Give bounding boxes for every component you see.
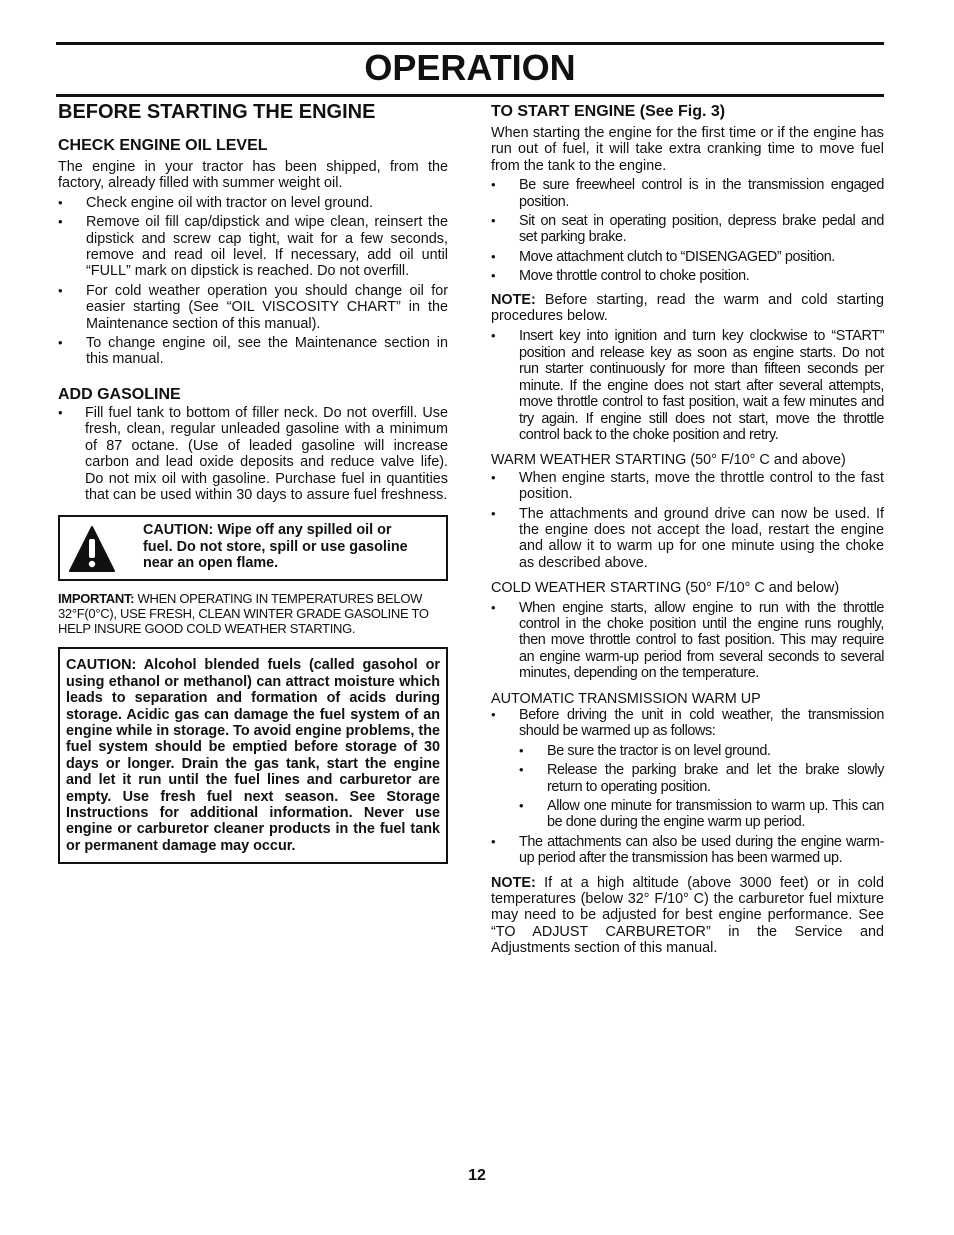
caution-text: CAUTION: Wipe off any spilled oil or fuel. Do not store, spill or use gasoline near an open flame. <box>143 522 408 572</box>
list-item <box>491 707 884 831</box>
warm-list <box>491 470 884 571</box>
note-before-starting <box>491 292 884 325</box>
warm-weather-heading: WARM WEATHER STARTING (50° F/10° C and above) <box>491 452 846 469</box>
oil-list <box>58 195 448 368</box>
title-rule <box>56 94 884 97</box>
important-label: IMPORTANT: <box>58 591 135 607</box>
oil-heading: CHECK ENGINE OIL LEVEL <box>58 137 268 154</box>
list-item: • The attachments and ground drive can now be used. If the engine does not accept the load, restart the engine and allow it to warm up for one minute using the choke as described above. <box>491 506 884 572</box>
list-item: • Be sure freewheel control is in the transmission engaged position. <box>491 177 884 210</box>
important-note <box>58 591 448 636</box>
caution-box-spill <box>58 515 448 581</box>
list-item: • Sit on seat in operating position, depress brake pedal and set parking brake. <box>491 213 884 246</box>
left-column <box>58 100 448 864</box>
list-item: • Insert key into ignition and turn key clockwise to “START” position and release key as soon as engine starts. Do not run starter continuously for more than fifteen seconds per minute. If the engine does not start after several attempts, move throttle control to fast position, wait a few minutes and try again. If engine still does not start, move the throttle control back to the choke position and retry. <box>491 328 884 443</box>
warning-icon <box>68 525 116 573</box>
list-item: • For cold weather operation you should change oil for easier starting (See “OIL VISCOSITY CHART” in the Maintenance section of this manual). <box>58 283 448 332</box>
right-column <box>491 100 884 957</box>
list-item: • Move attachment clutch to “DISENGAGED” position. <box>491 249 884 265</box>
list-item: • When engine starts, allow engine to run with the throttle control in the choke position until the engine runs roughly, then move throttle control to fast position. This may require an engine warm-up period from several seconds to several minutes, depending on the temperature. <box>491 600 884 682</box>
list-item: • Check engine oil with tractor on level ground. <box>58 195 448 211</box>
gas-heading: ADD GASOLINE <box>58 385 181 403</box>
section-heading: BEFORE STARTING THE ENGINE <box>58 101 376 123</box>
auto-list <box>491 707 884 867</box>
caution-text: CAUTION: Alcohol blended fuels (called gasohol or using ethanol or methanol) can attract moisture which leads to separation and formation of acids during storage. Acidic gas can damage the fuel system of an engine while in storage. To avoid engine problems, the fuel system should be emptied before storage of 30 days or longer. Drain the gas tank, start the engine and let it run until the fuel lines and carburetor are empty. Use fresh fuel next season. See Storage Instructions for additional information. Never use engine or carburetor cleaner products in the fuel tank or permanent damage may occur. <box>66 657 440 854</box>
note-text: Before starting, read the warm and cold starting procedures below. <box>491 291 884 325</box>
start-intro: When starting the engine for the first time or if the engine has run out of fuel, it will take extra cranking time to move fuel from the tank to the engine. <box>491 125 884 174</box>
cold-weather-heading: COLD WEATHER STARTING (50° F/10° C and below) <box>491 580 840 597</box>
list-item: • Move throttle control to choke position. <box>491 268 884 284</box>
list-item: • The attachments can also be used during the engine warm-up period after the transmission has been warmed up. <box>491 834 884 867</box>
important-text: WHEN OPERATING IN TEMPERATURES BELOW 32°F(0°C), USE FRESH, CLEAN WINTER GRADE GASOLINE TO HELP INSURE GOOD COLD WEATHER STARTING. <box>58 591 429 637</box>
cold-list <box>491 600 884 682</box>
list-item: • Remove oil fill cap/dipstick and wipe clean, reinsert the dipstick and screw cap tight, wait for a few seconds, remove and read oil level. If necessary, add oil until “FULL” mark on dipstick is reached. Do not overfill. <box>58 214 448 280</box>
list-item: • To change engine oil, see the Maintenance section in this manual. <box>58 335 448 368</box>
sub-list-item: • Allow one minute for transmission to warm up. This can be done during the engine warm up period. <box>519 798 884 831</box>
auto-bullet-text: Before driving the unit in cold weather, the transmission should be warmed up as follows: <box>519 707 884 740</box>
sub-list-item: • Be sure the tractor is on level ground. <box>519 743 884 759</box>
list-item: • Fill fuel tank to bottom of filler neck. Do not overfill. Use fresh, clean, regular unleaded gasoline with a minimum of 87 octane. (Use of leaded gasoline will increase carbon and lead oxide deposits and reduce valve life). Do not mix oil with gasoline. Purchase fuel in quantities that can be used within 30 days to assure fuel freshness. <box>58 405 448 503</box>
sub-list-item: • Release the parking brake and let the brake slowly return to operating position. <box>519 762 884 795</box>
start-list <box>491 177 884 284</box>
list-item: • When engine starts, move the throttle control to the fast position. <box>491 470 884 503</box>
gas-list <box>58 405 448 503</box>
note-altitude <box>491 875 884 957</box>
note-label: NOTE: <box>491 874 536 891</box>
caution-box-alcohol <box>58 647 448 864</box>
start-engine-heading: TO START ENGINE (See Fig. 3) <box>491 103 726 120</box>
note-label: NOTE: <box>491 291 536 308</box>
page-number: 12 <box>468 1167 486 1184</box>
oil-intro: The engine in your tractor has been shipped, from the factory, already filled with summer weight oil. <box>58 159 448 192</box>
auto-transmission-heading: AUTOMATIC TRANSMISSION WARM UP <box>491 690 761 707</box>
note-text: If at a high altitude (above 3000 feet) or in cold temperatures (below 32° F/10° C) the carburetor fuel mixture may need to be adjusted for best engine performance. See “TO ADJUST CARBURETOR” in the Service and Adjustments section of this manual. <box>491 874 884 957</box>
ignition-list <box>491 328 884 443</box>
auto-sublist <box>519 743 884 831</box>
page-title: OPERATION <box>364 47 576 88</box>
